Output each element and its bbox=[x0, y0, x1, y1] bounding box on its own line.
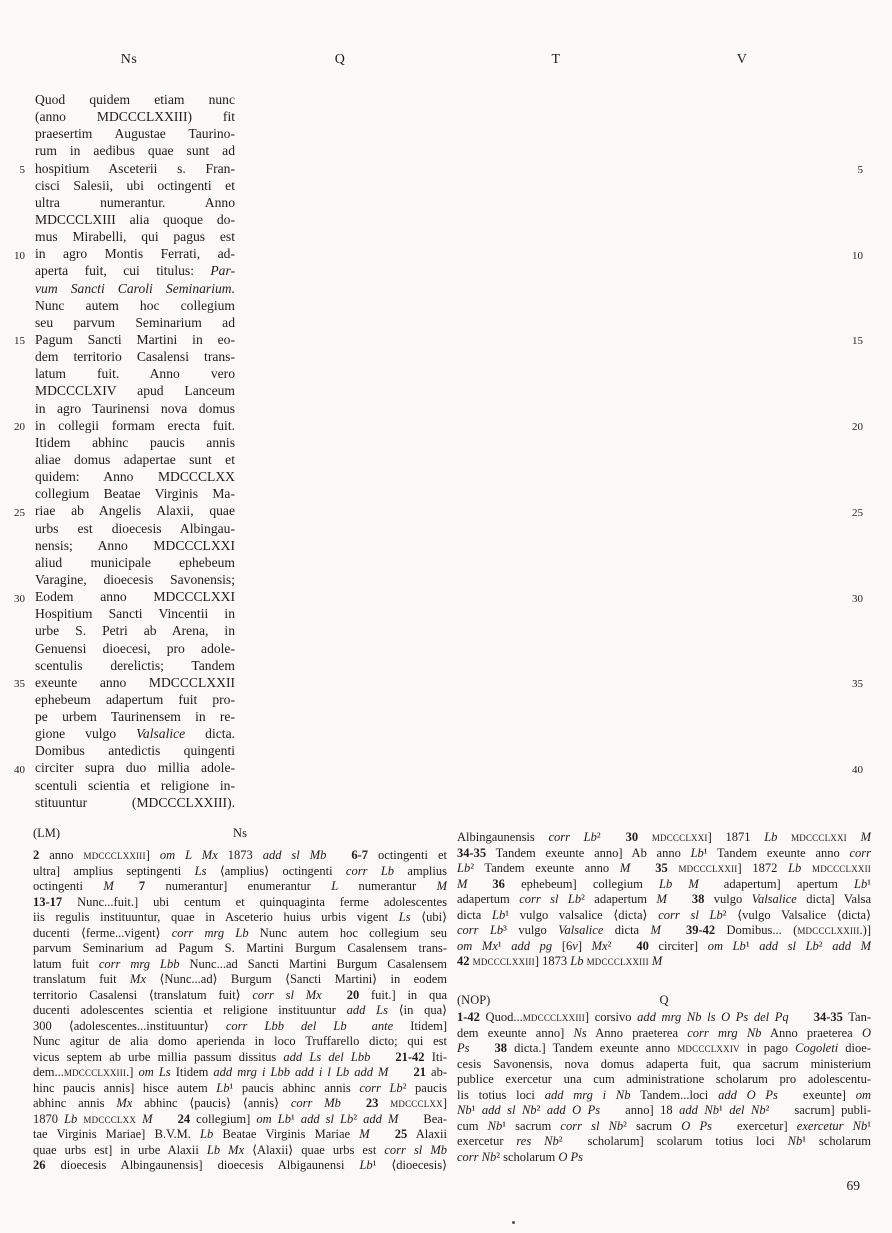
text-line: in agro Taurinensi nova domus bbox=[35, 400, 235, 416]
line-number: 15 bbox=[14, 335, 25, 348]
text-line: (anno MDCCCLXXIII) fit bbox=[35, 109, 235, 125]
line-number: 25 bbox=[14, 506, 25, 519]
line-number: 10 bbox=[14, 249, 25, 262]
text-line: ultra numerantur. Anno bbox=[35, 194, 235, 210]
apparatus-line: adapertum corr sl Lb² adapertum M 38 vulgo Valsalice dicta] Valsa bbox=[457, 892, 871, 906]
apparatus-line: om Mx¹ add pg [6v] Mx² 40 circiter] om Lb¹ add sl Lb² add M bbox=[457, 938, 871, 953]
text-line: collegium Beatae Virginis Ma- bbox=[35, 486, 235, 502]
line-number: 20 bbox=[14, 421, 25, 433]
line-number: 15 bbox=[852, 335, 863, 348]
apparatus-lm-right bbox=[457, 830, 871, 970]
text-line: stituuntur (MDCCCLXXIII). bbox=[35, 794, 235, 810]
text-line: rum in aedibus quae sunt ad bbox=[35, 143, 235, 159]
apparatus-line: exercetur res Nb² scholarum] scolarum totius loci Nb¹ scholarum bbox=[457, 1134, 871, 1148]
apparatus-line: Lb² Tandem exeunte anno M 35 mdccclxxii] 1872 Lb mdccclxxii bbox=[457, 861, 871, 875]
apparatus-siglum: Q bbox=[659, 993, 669, 1007]
apparatus-line: quae urbs est] in urbe Alaxii Lb Mx ⟨Alaxii⟩ quae urbs est corr sl Mb bbox=[33, 1142, 447, 1157]
page-number: 69 bbox=[846, 1178, 860, 1193]
apparatus-line: territorio Casalensi ⟨translatum fuit⟩ corr sl Mx 20 fuit.] in qua bbox=[33, 987, 447, 1002]
main-text-column bbox=[35, 91, 235, 811]
line-number: 30 bbox=[14, 592, 25, 605]
text-line: riae ab Angelis Alaxii, quae bbox=[35, 503, 235, 519]
text-line: in collegii formam erecta fuit. bbox=[35, 417, 235, 433]
line-number: 40 bbox=[14, 764, 25, 776]
text-line: aliud municipale ephebeum bbox=[35, 554, 235, 570]
apparatus-witness-label: (NOP) bbox=[457, 993, 491, 1007]
text-line: in agro Montis Ferrati, ad- bbox=[35, 246, 235, 262]
text-line: ephebeum adapertum fuit pro- bbox=[35, 691, 235, 707]
apparatus-line: 300 ⟨adolescentes...instituuntur⟩ corr Lbb del Lb ante Itidem] bbox=[33, 1018, 447, 1033]
text-line: Genuensi dioecesi, pro adole- bbox=[35, 640, 235, 656]
apparatus-line: ultra] amplius septingenti Ls ⟨amplius⟩ octingenti corr Lb amplius bbox=[33, 863, 447, 878]
text-line: Nunc autem hoc collegium bbox=[35, 297, 235, 313]
apparatus-line: latum fuit corr mrg Lbb Nunc...ad Sancti Martini Burgum Casalensem bbox=[33, 956, 447, 971]
apparatus-line: Albingaunensis corr Lb² 30 mdccclxxi] 1871 Lb mdccclxxi M bbox=[457, 830, 871, 844]
line-number: 5 bbox=[857, 163, 863, 176]
apparatus-lm-left bbox=[33, 826, 447, 1174]
apparatus-nop bbox=[457, 993, 871, 1165]
apparatus-line: corr Nb² scholarum O Ps bbox=[457, 1149, 583, 1164]
apparatus-lm-header bbox=[33, 826, 447, 842]
text-line: Domibus antedictis quingenti bbox=[35, 743, 235, 759]
apparatus-line: Ps 38 dicta.] Tandem exeunte anno mdccclxxiv in pago Cogoleti dioe- bbox=[457, 1041, 871, 1055]
text-line: circiter supra duo millia adole- bbox=[35, 760, 235, 776]
text-line: aliae domus adapertae sunt et bbox=[35, 451, 235, 467]
text-line: Hospitium Sancti Vincentii in bbox=[35, 606, 235, 622]
text-line: Varagine, dioecesis Savonensis; bbox=[35, 571, 235, 587]
apparatus-line: Nunc agitur de alia domo aperienda in loco Truffarello dicto; qui est bbox=[33, 1034, 447, 1048]
line-number: 35 bbox=[852, 678, 863, 691]
text-line: Pagum Sancti Martini in eo- bbox=[35, 331, 235, 347]
apparatus-line: 26 dioecesis Albingaunensis] dioecesis Albigaunensi Lb¹ ⟨dioecesis⟩ bbox=[33, 1158, 447, 1172]
scan-artifact-dot bbox=[512, 1221, 515, 1224]
apparatus-line: cum Nb¹ sacrum corr sl Nb² sacrum O Ps exercetur] exercetur Nb¹ bbox=[457, 1118, 871, 1133]
text-line: mus Mirabelli, qui pagus est bbox=[35, 229, 235, 245]
apparatus-line: parvum Seminarium ad Pagum S. Martini Burgum Casalensem trans- bbox=[33, 941, 447, 955]
text-line: aperta fuit, cui titulus: Par- bbox=[35, 263, 235, 279]
column-siglum-t: T bbox=[551, 52, 561, 67]
text-line: MDCCCLXIII alia quoque do- bbox=[35, 211, 235, 227]
apparatus-line: ducenti adolescentes scientia et religione instituuntur add Ls ⟨in qua⟩ bbox=[33, 1003, 447, 1017]
apparatus-line: 13-17 Nunc...fuit.] ubi centum et quinquaginta ferme adolescentes bbox=[33, 894, 447, 909]
text-line: latum fuit. Anno vero bbox=[35, 366, 235, 382]
apparatus-line: publice exercetur una cum administratione scholarum pro adolescentu- bbox=[457, 1072, 871, 1086]
text-line: quidem: Anno MDCCCLXX bbox=[35, 469, 235, 485]
text-line: scentuli scientia et religione in- bbox=[35, 777, 235, 793]
text-line: dem territorio Casalensi trans- bbox=[35, 349, 235, 365]
line-number: 20 bbox=[852, 421, 863, 433]
text-line: Itidem abhinc paucis annis bbox=[35, 434, 235, 450]
line-number: 40 bbox=[852, 764, 863, 776]
text-line: exeunte anno MDCCCLXXII bbox=[35, 674, 235, 690]
line-numbers-right bbox=[836, 91, 866, 777]
text-line: pe urbem Taurinensem in re- bbox=[35, 709, 235, 725]
apparatus-line: 2 anno mdccclxxiii] om L Mx 1873 add sl Mb 6-7 octingenti et bbox=[33, 848, 447, 862]
text-line: Eodem anno MDCCCLXXI bbox=[35, 589, 235, 605]
text-line: MDCCCLXIV apud Lanceum bbox=[35, 383, 235, 399]
text-line: cisci Salesii, ubi octingenti et bbox=[35, 177, 235, 193]
apparatus-line: vicus septem ab urbe millia passum dissitus add Ls del Lbb 21-42 Iti- bbox=[33, 1049, 447, 1064]
line-number: 35 bbox=[14, 678, 25, 691]
text-line: scentulis derelictis; Tandem bbox=[35, 657, 235, 673]
apparatus-line: hinc paucis annis] hisce autem Lb¹ paucis abhinc annis corr Lb² paucis bbox=[33, 1080, 447, 1095]
apparatus-witness-label: (LM) bbox=[33, 826, 61, 840]
text-line: vum Sancti Caroli Seminarium. bbox=[35, 280, 235, 296]
apparatus-line: 34-35 Tandem exeunte anno] Ab anno Lb¹ Tandem exeunte anno corr bbox=[457, 845, 871, 860]
apparatus-line: 1-42 Quod...mdccclxxiii] corsivo add mrg Nb ls O Ps del Pq 34-35 Tan- bbox=[457, 1010, 871, 1024]
apparatus-line: 42 mdccclxxiii] 1873 Lb mdccclxxiii M bbox=[457, 954, 663, 968]
apparatus-line: octingenti M 7 numerantur] enumerantur L numerantur M bbox=[33, 879, 447, 893]
apparatus-line: 1870 Lb mdccclxx M 24 collegium] om Lb¹ add sl Lb² add M Bea- bbox=[33, 1111, 447, 1126]
apparatus-line: tae Virginis Mariae] B.V.M. Lb Beatae Virginis Mariae M 25 Alaxii bbox=[33, 1127, 447, 1141]
column-siglum-q: Q bbox=[334, 52, 346, 67]
apparatus-line: abhinc annis Mx abhinc ⟨paucis⟩ ⟨annis⟩ corr Mb 23 mdccclxx] bbox=[33, 1096, 447, 1110]
apparatus-line: dem exeunte anno] Ns Anno praeterea corr mrg Nb Anno praeterea O bbox=[457, 1025, 871, 1040]
apparatus-line: dem...mdccclxxiii.] om Ls Itidem add mrg i Lbb add i l Lb add M 21 ab- bbox=[33, 1065, 447, 1079]
text-line: hospitium Asceterii s. Fran- bbox=[35, 160, 235, 176]
text-line: seu parvum Seminarium ad bbox=[35, 314, 235, 330]
text-line: nensis; Anno MDCCCLXXI bbox=[35, 537, 235, 553]
apparatus-line: corr Lb³ vulgo Valsalice dicta M 39-42 Domibus... (mdccclxxiii.)] bbox=[457, 923, 871, 937]
apparatus-nop-lines bbox=[457, 1010, 871, 1165]
apparatus-line: lis totius loci add mrg i Nb Tandem...loci add O Ps exeunte] om bbox=[457, 1087, 871, 1102]
apparatus-line: cesis Savonensis, nova domus adaperta fuit, qua sacrum ministerium bbox=[457, 1056, 871, 1071]
column-siglum-v: V bbox=[736, 52, 748, 67]
text-line: urbs est dioecesis Albingau- bbox=[35, 520, 235, 536]
line-numbers-left bbox=[2, 91, 28, 777]
line-number: 5 bbox=[19, 163, 25, 176]
apparatus-line: M 36 ephebeum] collegium Lb M adapertum] apertum Lb¹ bbox=[457, 876, 871, 891]
text-line: gione vulgo Valsalice dicta. bbox=[35, 726, 235, 742]
apparatus-line: iis regulis instituuntur, quae in Asceterio huius urbis vigent Ls ⟨ubi⟩ bbox=[33, 910, 447, 924]
text-line: urbe S. Petri ab Arena, in bbox=[35, 623, 235, 639]
apparatus-lm-left-lines bbox=[33, 848, 447, 1174]
line-number: 10 bbox=[852, 249, 863, 262]
apparatus-line: Nb¹ add sl Nb² add O Ps anno] 18 add Nb¹ del Nb² sacrum] publi- bbox=[457, 1103, 871, 1117]
line-number: 25 bbox=[852, 506, 863, 519]
apparatus-nop-header bbox=[457, 993, 871, 1009]
apparatus-line: ducenti ⟨ferme...vigent⟩ corr mrg Lb Nunc autem hoc collegium seu bbox=[33, 925, 447, 940]
text-line: Quod quidem etiam nunc bbox=[35, 92, 235, 107]
apparatus-siglum: Ns bbox=[233, 826, 247, 840]
apparatus-line: translatum fuit Mx ⟨Nunc...ad⟩ Burgum ⟨Sancti Martini⟩ in eodem bbox=[33, 972, 447, 986]
text-line: praesertim Augustae Taurino- bbox=[35, 126, 235, 142]
column-siglum-ns: Ns bbox=[120, 52, 138, 67]
line-number: 30 bbox=[852, 592, 863, 605]
apparatus-line: dicta Lb¹ vulgo valsalice ⟨dicta⟩ corr sl Lb² ⟨vulgo Valsalice ⟨dicta⟩ bbox=[457, 907, 871, 922]
